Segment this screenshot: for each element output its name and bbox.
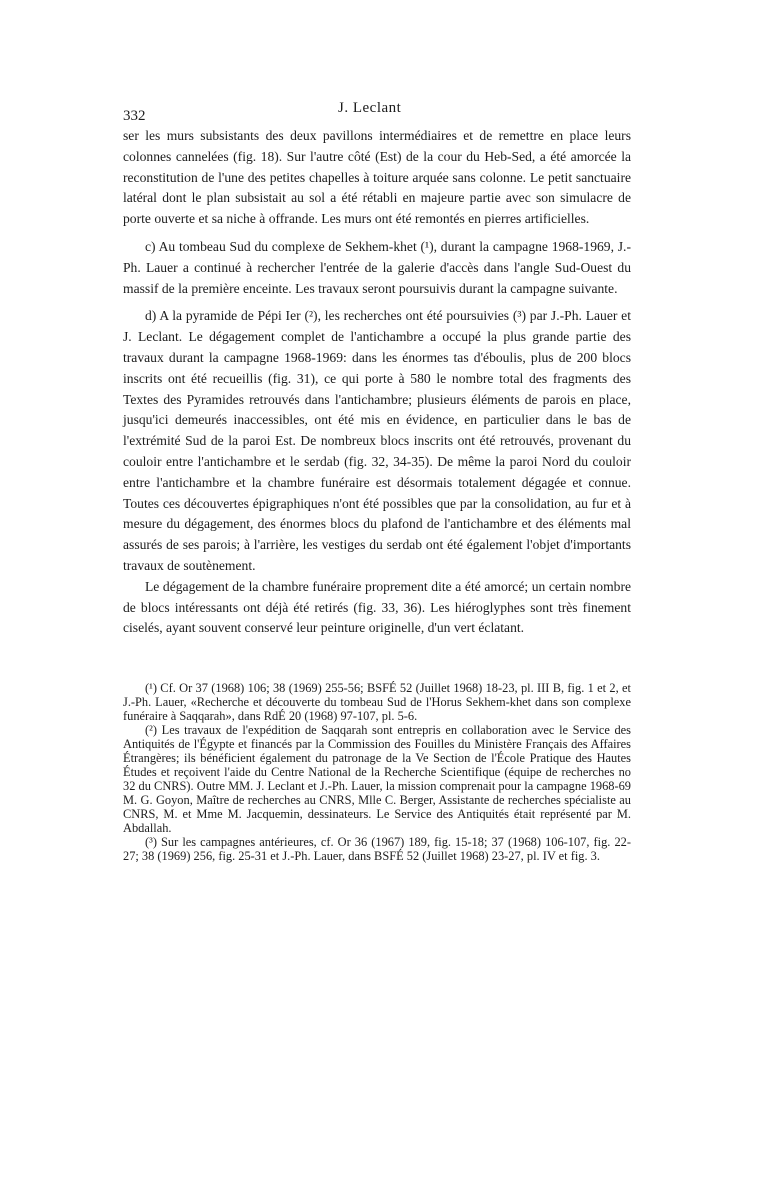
- page-number: 332: [123, 108, 146, 124]
- footnotes: [123, 681, 631, 863]
- running-head: [123, 100, 631, 126]
- footnote-2: (²) Les travaux de l'expédition de Saqqarah sont entrepris en collaboration avec le Service des Antiquités de l'Égypte et financés par la Commission des Fouilles du Ministère Français des Affaires Étrangères; ils bénéficient également du patronage de la Ve Section de l'École Pratique des Hautes Études et reçoivent l'aide du Centre National de la Recherche Scientifique (équipe de recherches no 32 du CNRS). Outre MM. J. Leclant et J.-Ph. Lauer, la mission comprenait pour la campagne 1968-69 M. G. Goyon, Maître de recherches au CNRS, Mlle C. Berger, Assistante de recherches spécialiste au CNRS, M. et Mme M. Jacquemin, dessinateurs. Le Service des Antiquités était représenté par M. Abdallah.: [123, 723, 631, 836]
- body-text: [123, 126, 631, 639]
- footnote-1: (¹) Cf. Or 37 (1968) 106; 38 (1969) 255-56; BSFÉ 52 (Juillet 1968) 18-23, pl. III B, fig. 1 et 2, et J.-Ph. Lauer, «Recherche et découverte du tombeau Sud de l'Horus Sekhem-khet dans son complexe funéraire à Saqqarah», dans RdÉ 20 (1968) 97-107, pl. 5-6.: [123, 681, 631, 724]
- page: [123, 100, 631, 863]
- paragraph-d: d) A la pyramide de Pépi Ier (²), les recherches ont été poursuivies (³) par J.-Ph. Lauer et J. Leclant. Le dégagement complet de l'antichambre a occupé la plus grande partie des travaux durant la campagne 1968-1969: dans les énormes tas d'éboulis, plus de 200 blocs inscrits ont été recueillis (fig. 31), ce qui porte à 580 le nombre total des fragments des Textes des Pyramides retrouvés dans l'antichambre; plusieurs éléments de parois en place, jusqu'ici demeurés inaccessibles, ont été mis en évidence, en particulier dans le bas de l'extrémité Sud de la paroi Est. De nombreux blocs inscrits ont été retrouvés, provenant du couloir entre l'antichambre et le serdab (fig. 32, 34-35). De même la paroi Nord du couloir entre l'antichambre et la chambre funéraire est désormais totalement dégagée et connue. Toutes ces découvertes épigraphiques n'ont été possibles que par la consolidation, au fur et à mesure du dégagement, des énormes blocs du plafond de l'antichambre et des éléments mal assurés de ses parois; à l'arrière, les vestiges du serdab ont été également l'objet d'importants travaux de soutènement.: [123, 308, 631, 573]
- paragraph-chambre: Le dégagement de la chambre funéraire proprement dite a été amorcé; un certain nombre de blocs intéressants ont déjà été retirés (fig. 33, 36). Les hiéroglyphes sont très finement ciselés, ayant souvent conservé leur peinture originelle, d'un vert éclatant.: [123, 578, 631, 636]
- paragraph-c: c) Au tombeau Sud du complexe de Sekhem-khet (¹), durant la campagne 1968-1969, J.-Ph. Lauer a continué à rechercher l'entrée de la galerie d'accès dans l'angle Sud-Ouest du massif de la première enceinte. Les travaux seront poursuivis durant la campagne suivante.: [123, 238, 631, 296]
- running-title: J. Leclant: [338, 100, 402, 116]
- footnote-3: (³) Sur les campagnes antérieures, cf. Or 36 (1967) 189, fig. 15-18; 37 (1968) 106-107, fig. 22-27; 38 (1969) 256, fig. 25-31 et J.-Ph. Lauer, dans BSFÉ 52 (Juillet 1968) 23-27, pl. IV et fig. 3.: [123, 835, 631, 864]
- paragraph-continuation: ser les murs subsistants des deux pavillons intermédiaires et de remettre en place leurs colonnes cannelées (fig. 18). Sur l'autre côté (Est) de la cour du Heb-Sed, a été amorcée la reconstitution de l'une des petites chapelles à toiture arquée sans colonne. Le petit sanctuaire latéral dont le plan subsistait au sol a été rétabli en majeure partie avec son simulacre de porte ouverte et sa niche à offrande. Les murs ont été remontés en pierres artificielles.: [123, 128, 631, 227]
